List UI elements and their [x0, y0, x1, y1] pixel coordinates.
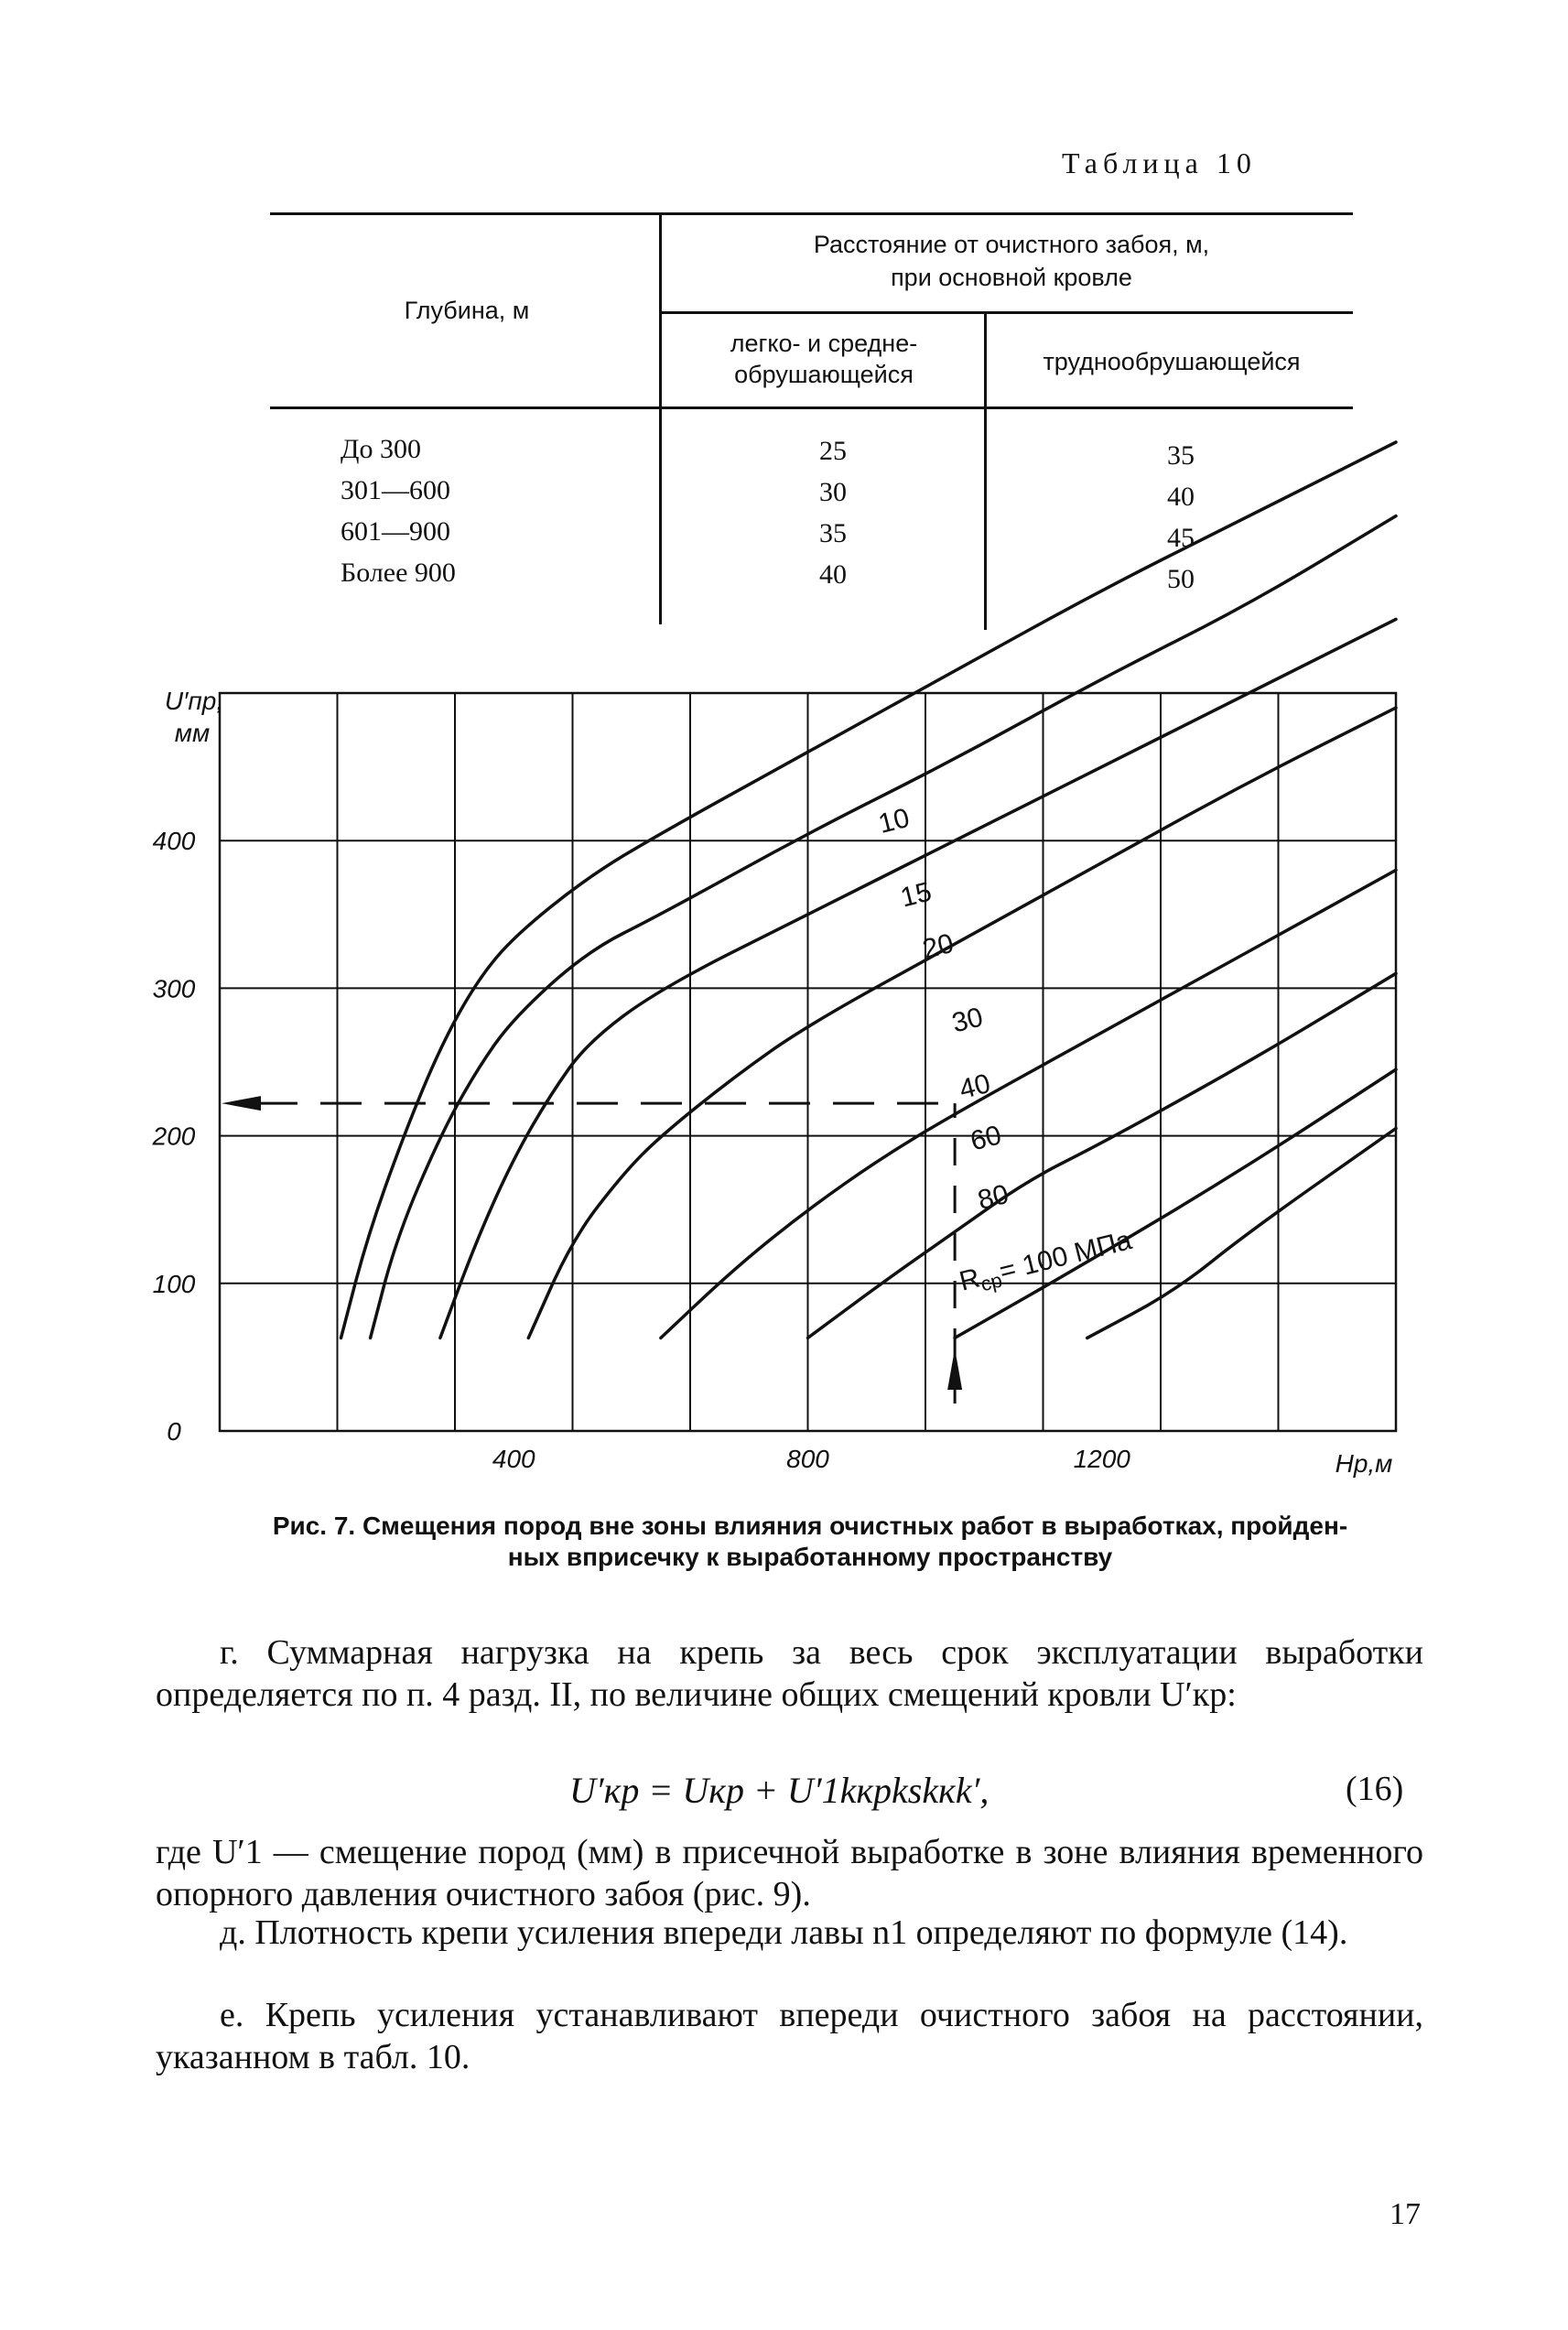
y-axis-unit: мм	[174, 719, 211, 747]
figure-caption-line2: ных вприсечку к выработанному пространству	[507, 1543, 1113, 1571]
table-cell: До 300	[341, 434, 421, 464]
y-tick-label: 300	[152, 974, 196, 1003]
x-tick-label: 800	[786, 1445, 829, 1473]
table-cell: 35	[819, 518, 847, 548]
figure-caption-line1: Рис. 7. Смещения пород вне зоны влияния очистных работ в выработках, пройден-	[272, 1512, 1348, 1540]
table-cell: 601—900	[341, 516, 450, 547]
formula-16: U′кр = Uкр + U′1kкрkskкk′,	[569, 1770, 989, 1811]
paragraph-where: где U′1 — смещение пород (мм) в присечной выработке в зоне влияния временного опорного давления очистного забоя (рис. 9).	[156, 1833, 1423, 1913]
page-number: 17	[1390, 2197, 1421, 2231]
curve-rcp-15	[371, 516, 1396, 1338]
curve-label-subscript: ср	[978, 1268, 1005, 1296]
curve-rcp-80	[955, 1069, 1396, 1338]
curve-rcp-10	[341, 442, 1397, 1338]
curve-label: 20	[919, 927, 957, 965]
paragraph-g: г. Суммарная нагрузка на крепь за весь срок эксплуатации выработки определяется по п. 4 разд. II, по величине общих смещений кровли U′кр:	[156, 1633, 1423, 1714]
subheader-easy-line2: обрушающейся	[734, 361, 914, 388]
x-tick-label: 400	[492, 1445, 535, 1473]
header-distance-line1: Расстояние от очистного забоя, м,	[813, 231, 1210, 258]
curve-label-suffix: = 100 МПа	[996, 1225, 1135, 1287]
curve-label: 60	[967, 1120, 1005, 1157]
table-cell: 25	[819, 436, 847, 466]
chart-grid	[220, 693, 1396, 1431]
y-tick-label: 400	[152, 827, 196, 856]
y-tick-label: 0	[167, 1417, 181, 1446]
arrow-up-icon	[947, 1349, 962, 1390]
curve-label: 40	[956, 1067, 994, 1106]
curve-label: 80	[974, 1178, 1012, 1216]
subheader-hard: труднообрушающейся	[1043, 348, 1301, 375]
arrow-left-icon	[222, 1096, 261, 1111]
table-cell: 35	[1167, 440, 1195, 471]
x-axis-label: Hр,м	[1335, 1449, 1393, 1478]
chart-curves	[341, 442, 1397, 1338]
y-tick-label: 200	[152, 1122, 196, 1151]
x-tick-label: 1200	[1073, 1445, 1130, 1473]
header-distance-line2: при основной кровле	[891, 264, 1132, 291]
curve-label: $R_{ср}= 100$ МПа	[956, 1225, 1135, 1297]
y-tick-label: 100	[152, 1269, 196, 1298]
table-cell: 40	[819, 559, 847, 590]
curve-label: 15	[897, 876, 935, 914]
table-cell: Более 900	[341, 558, 456, 588]
curve-label: 30	[948, 1002, 987, 1039]
subheader-easy-line1: легко- и средне-	[730, 330, 918, 357]
table-cell: 40	[1167, 482, 1195, 512]
table-cell: 50	[1167, 564, 1195, 594]
table-label: Таблица 10	[1062, 146, 1257, 179]
table-cell: 301—600	[341, 475, 450, 505]
paragraph-e: е. Крепь усиления устанавливают впереди очистного забоя на расстоянии, указанном в табл. 10.	[156, 1996, 1423, 2076]
y-axis-label: U′пр,	[164, 687, 224, 715]
table-cell: 30	[819, 477, 847, 507]
formula-number: (16)	[1346, 1770, 1404, 1808]
chart-annotations	[222, 1096, 962, 1403]
figure-caption	[183, 1511, 1437, 1573]
paragraph-d: д. Плотность крепи усиления впереди лавы n1 определяют по формуле (14).	[220, 1913, 1348, 1952]
header-depth: Глубина, м	[404, 297, 530, 324]
curve-label: 10	[875, 802, 913, 840]
table-cell: 45	[1167, 523, 1195, 553]
